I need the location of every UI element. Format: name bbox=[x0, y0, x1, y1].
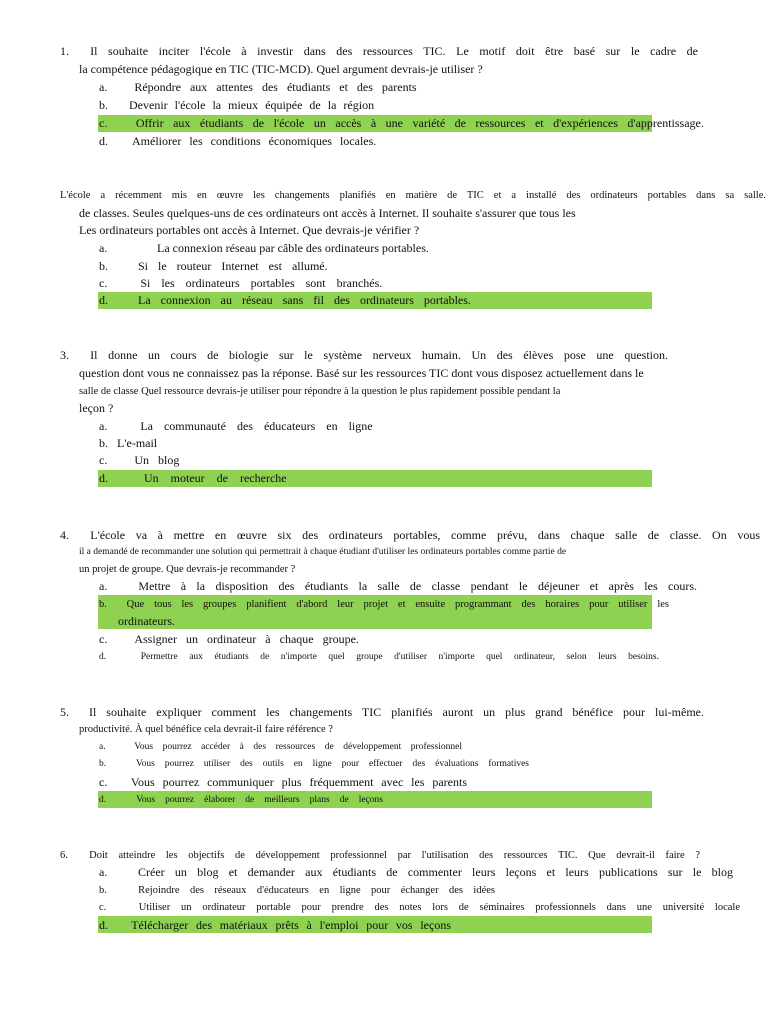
question-6-option-a: a. Créer un blog et demander aux étudiants de commenter leurs leçons et leurs publications sur le blog bbox=[99, 865, 733, 879]
question-4-option-c: c. Assigner un ordinateur à chaque groupe. bbox=[99, 632, 359, 646]
question-3-text-line-3: salle de classe Quel ressource devrais-je utiliser pour répondre à la question le plus rapidement possible pendant la bbox=[79, 386, 561, 397]
question-3-option-b: b. L'e-mail bbox=[99, 436, 158, 450]
question-2-option-d: d. La connexion au réseau sans fil des ordinateurs portables. bbox=[99, 293, 471, 307]
question-4-text-line-3: un projet de groupe. Que devrais-je recommander ? bbox=[79, 564, 296, 575]
question-5-option-c: c. Vous pourrez communiquer plus fréquemment avec les parents bbox=[99, 775, 467, 789]
question-2-text-line-2: de classes. Seules quelques-uns de ces ordinateurs ont accès à Internet. Il souhaite s'assurer que tous les bbox=[79, 206, 576, 220]
question-2-option-b: b. Si le routeur Internet est allumé. bbox=[99, 259, 328, 273]
question-3-option-c: c. Un blog bbox=[99, 453, 180, 467]
question-4-text-line-1: 4. L'école va à mettre en œuvre six des ordinateurs portables, comme prévu, dans chaque salle de classe. On vous bbox=[60, 528, 760, 542]
question-1-text-line-1: 1. Il souhaite inciter l'école à investir dans des ressources TIC. Le motif doit être basé sur le cadre de bbox=[60, 44, 698, 58]
question-1-option-d: d. Améliorer les conditions économiques locales. bbox=[99, 134, 377, 148]
question-4-text-line-2: il a demandé de recommander une solution qui permettrait à chaque étudiant d'utiliser les ordinateurs portables comme partie de bbox=[79, 547, 567, 557]
question-3-text-line-2: question dont vous ne connaissez pas la réponse. Basé sur les ressources TIC dont vous disposez actuellement dans le bbox=[79, 366, 644, 380]
question-5-option-a: a. Vous pourrez accéder à des ressources de développement professionnel bbox=[99, 742, 462, 752]
question-6-option-b: b. Rejoindre des réseaux d'éducateurs en ligne pour échanger des idées bbox=[99, 885, 495, 896]
question-3-text-line-4: leçon ? bbox=[79, 401, 114, 415]
question-5-option-d: d. Vous pourrez élaborer de meilleurs plans de leçons bbox=[99, 795, 383, 805]
question-4-option-a: a. Mettre à la disposition des étudiants la salle de classe pendant le déjeuner et après les cours. bbox=[99, 579, 697, 593]
question-2-option-c: c. Si les ordinateurs portables sont branchés. bbox=[99, 276, 383, 290]
question-2-option-a-letter: a. bbox=[99, 241, 108, 255]
question-6-option-d: d. Télécharger des matériaux prêts à l'emploi pour vos leçons bbox=[99, 918, 451, 932]
question-1-text-line-2: la compétence pédagogique en TIC (TIC-MCD). Quel argument devrais-je utiliser ? bbox=[79, 62, 483, 76]
question-6-option-c: c. Utiliser un ordinateur portable pour prendre des notes lors de séminaires professionnels dans une université locale bbox=[99, 902, 740, 913]
question-1-option-a: a. Répondre aux attentes des étudiants et des parents bbox=[99, 80, 417, 94]
question-5-option-b: b. Vous pourrez utiliser des outils en ligne pour effectuer des évaluations formatives bbox=[99, 759, 529, 769]
question-5-text-line-2: productivité. À quel bénéfice cela devrait-il faire référence ? bbox=[79, 724, 333, 735]
question-2-text-line-3: Les ordinateurs portables ont accès à Internet. Que devrais-je vérifier ? bbox=[79, 223, 420, 237]
question-2-text-line-1: L'école a récemment mis en œuvre les changements planifiés en matière de TIC et a installé des ordinateurs portables dans sa salle. bbox=[60, 190, 766, 201]
question-6-text-line-1: 6. Doit atteindre les objectifs de développement professionnel par l'utilisation des ressources TIC. Que devrait-il faire ? bbox=[60, 850, 700, 861]
question-5-text-line-1: 5. Il souhaite expliquer comment les changements TIC planifiés auront un plus grand bénéfice pour lui-même. bbox=[60, 705, 704, 719]
question-2-option-a: La connexion réseau par câble des ordinateurs portables. bbox=[157, 241, 429, 255]
question-1-option-c: c. Offrir aux étudiants de l'école un accès à une variété de ressources et d'expériences d'apprentissage. bbox=[99, 116, 704, 130]
question-4-option-b-line-2: ordinateurs. bbox=[118, 614, 175, 628]
question-3-text-line-1: 3. Il donne un cours de biologie sur le système nerveux humain. Un des élèves pose une question. bbox=[60, 348, 668, 362]
question-3-option-d: d. Un moteur de recherche bbox=[99, 471, 287, 485]
question-3-option-a: a. La communauté des éducateurs en ligne bbox=[99, 419, 373, 433]
question-4-option-b-line-1: b. Que tous les groupes planifient d'abord leur projet et ensuite programmant des horaires pour utiliser les bbox=[99, 599, 669, 610]
question-1-option-b: b. Devenir l'école la mieux équipée de la région bbox=[99, 98, 375, 112]
question-4-option-d: d. Permettre aux étudiants de n'importe quel groupe d'utiliser n'importe quel ordinateur, selon leurs besoins. bbox=[99, 652, 659, 662]
